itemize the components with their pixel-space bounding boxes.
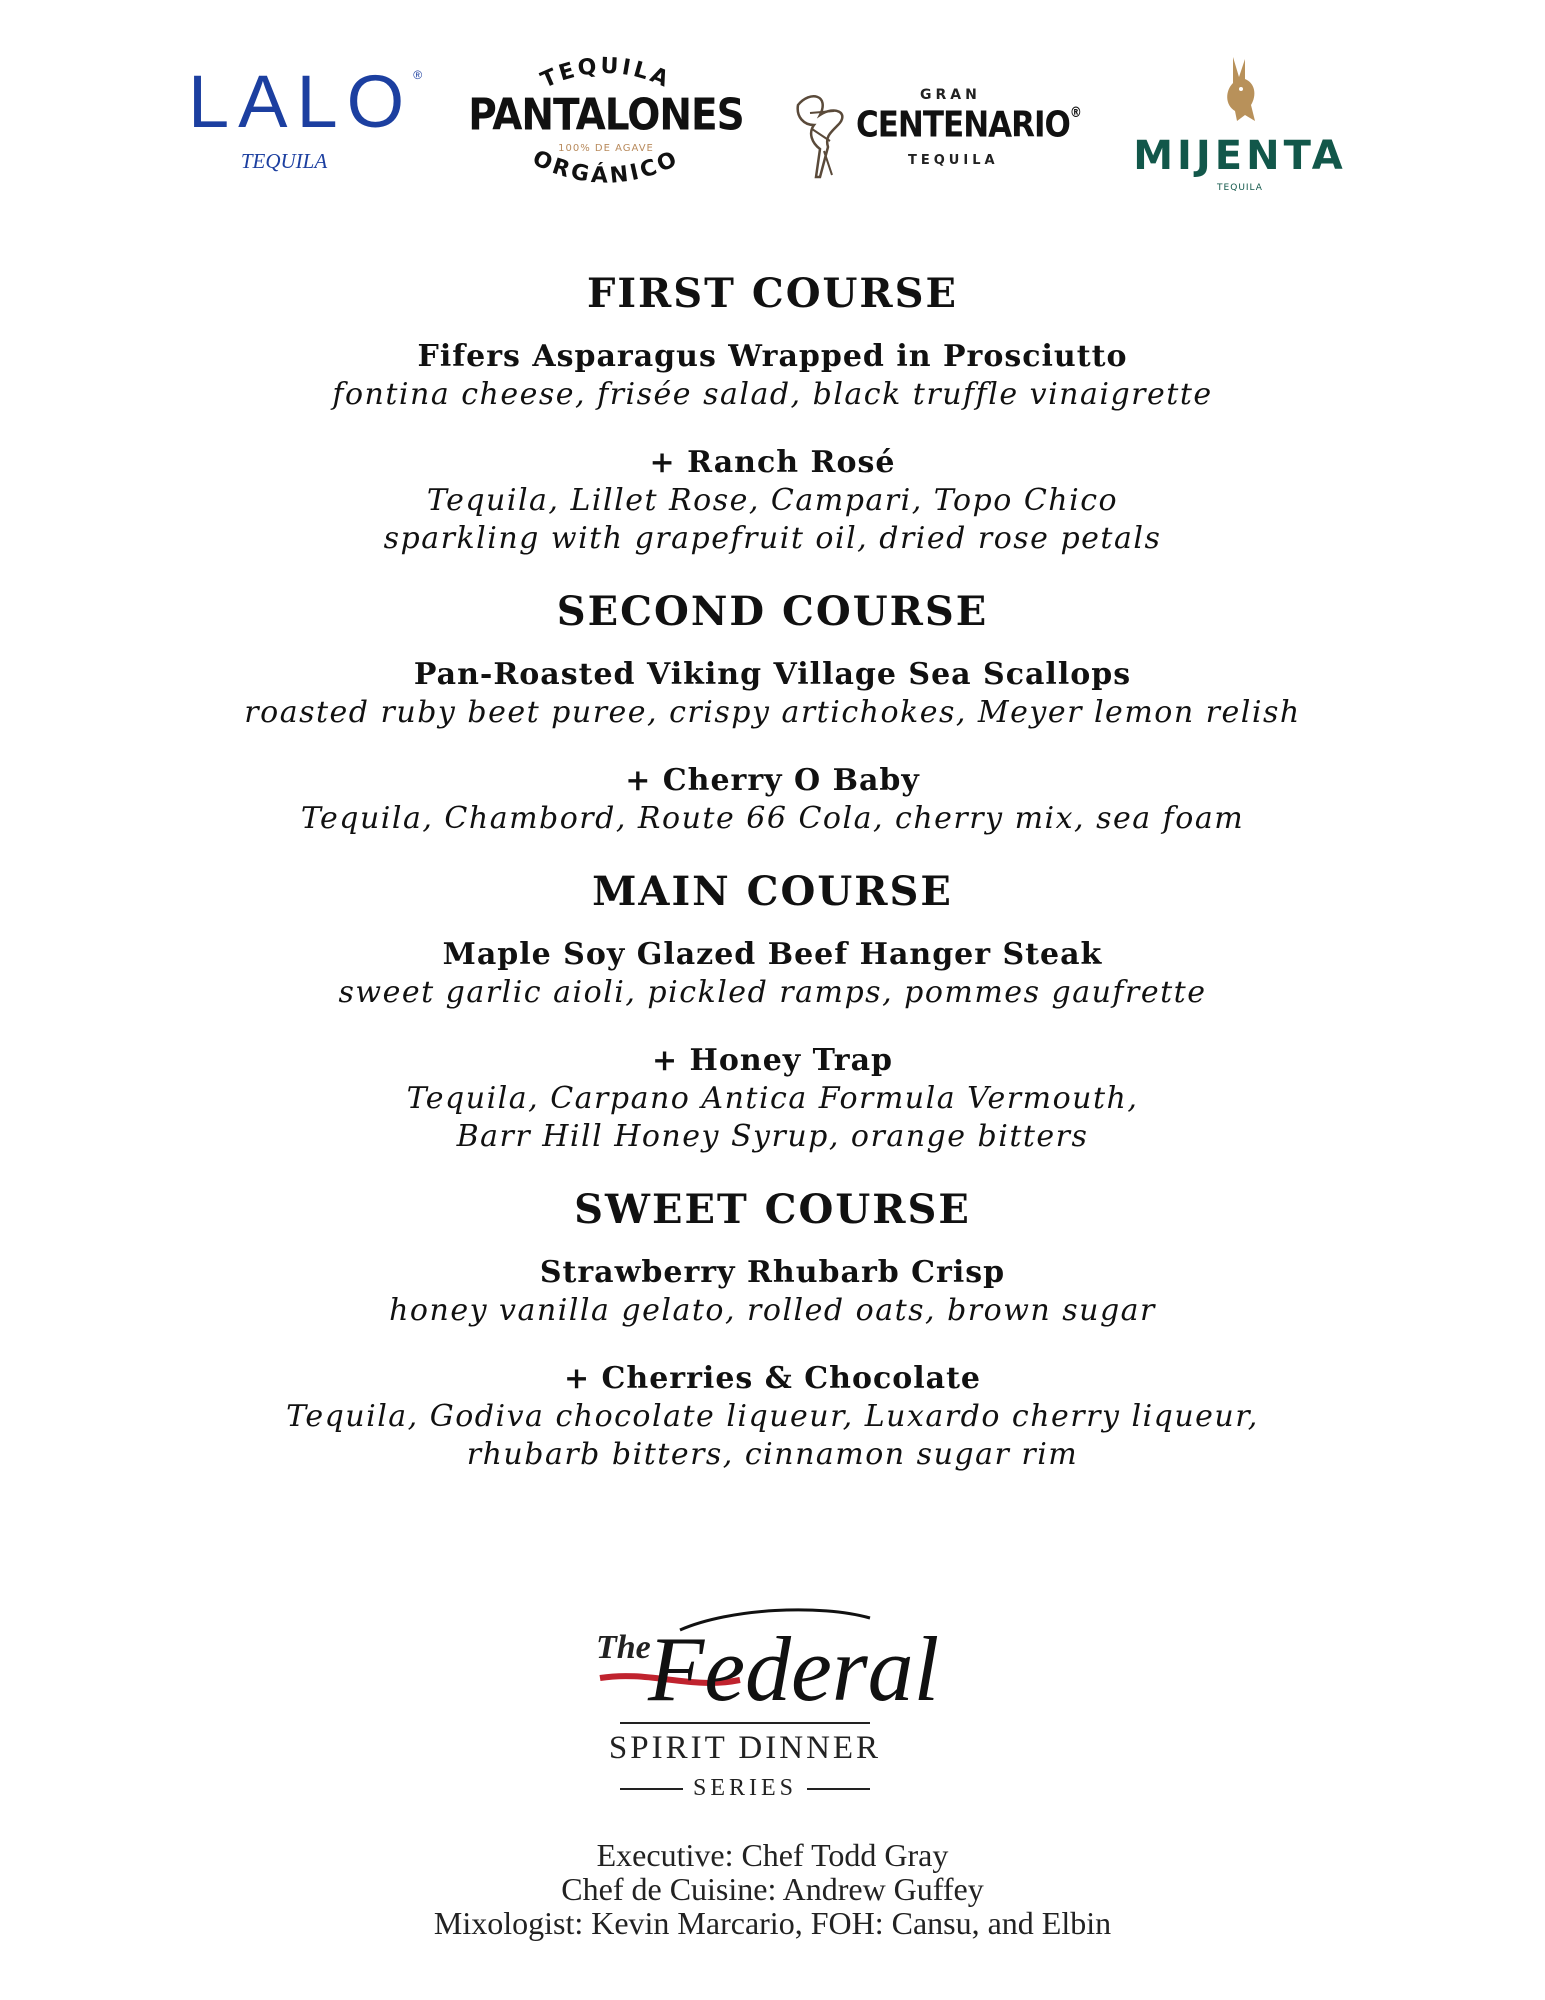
credit-line: Chef de Cuisine: Andrew Guffey bbox=[561, 1871, 984, 1907]
cocktail-description: Tequila, Godiva chocolate liqueur, Luxardo cherry liqueur, bbox=[286, 1399, 1259, 1434]
lalo-tequila-logo bbox=[180, 60, 430, 174]
divider bbox=[620, 1788, 683, 1790]
dish-name: Maple Soy Glazed Beef Hanger Steak bbox=[442, 937, 1103, 972]
course-second bbox=[0, 588, 1545, 838]
cocktail-description: Tequila, Chambord, Route 66 Cola, cherry mix, sea foam bbox=[300, 801, 1245, 836]
dish-name: Pan-Roasted Viking Village Sea Scallops bbox=[413, 657, 1132, 692]
svg-text:TEQUILA bbox=[537, 55, 674, 93]
staff-credits bbox=[0, 1838, 1545, 1940]
the-federal-logo bbox=[590, 1600, 960, 1800]
federal-script-wordmark bbox=[590, 1600, 960, 1725]
federal-series-row bbox=[620, 1775, 870, 1802]
dish-name: Fifers Asparagus Wrapped in Prosciutto bbox=[417, 339, 1128, 374]
cocktail-description: Barr Hill Honey Syrup, orange bitters bbox=[456, 1119, 1089, 1154]
tasting-menu bbox=[0, 270, 1545, 1474]
mijenta-subtitle: TEQUILA bbox=[1217, 183, 1263, 193]
mijenta-wordmark: MIJENTA bbox=[1133, 133, 1347, 179]
centenario-gran-text: GRAN bbox=[920, 87, 981, 103]
gran-centenario-logo bbox=[790, 65, 1080, 195]
credit-line: Executive: Chef Todd Gray bbox=[596, 1837, 949, 1873]
course-sweet bbox=[0, 1186, 1545, 1474]
cocktail-name: + Cherries & Chocolate bbox=[563, 1361, 982, 1396]
course-first bbox=[0, 270, 1545, 558]
pantalones-agave-text: 100% DE AGAVE bbox=[558, 143, 654, 154]
centenario-registered-mark: ® bbox=[1069, 104, 1081, 121]
cocktail-description: rhubarb bitters, cinnamon sugar rim bbox=[466, 1437, 1079, 1472]
pantalones-tequila-logo bbox=[466, 55, 746, 195]
federal-name-text: Federal bbox=[648, 1618, 940, 1720]
centenario-wordmark: CENTENARIO bbox=[856, 104, 1070, 146]
course-main bbox=[0, 868, 1545, 1156]
mijenta-tequila-logo bbox=[1120, 55, 1360, 205]
dish-name: Strawberry Rhubarb Crisp bbox=[539, 1255, 1006, 1290]
federal-series-text: SERIES bbox=[693, 1775, 798, 1801]
sponsor-logos bbox=[0, 55, 1545, 215]
course-title: SWEET COURSE bbox=[574, 1186, 971, 1233]
cocktail-name: + Cherry O Baby bbox=[625, 763, 920, 798]
divider bbox=[807, 1788, 870, 1790]
course-title: MAIN COURSE bbox=[592, 868, 953, 915]
lalo-registered-mark: ® bbox=[413, 68, 423, 82]
cocktail-name: + Honey Trap bbox=[651, 1043, 894, 1078]
rabbit-icon bbox=[1215, 55, 1265, 127]
cocktail-description: Tequila, Carpano Antica Formula Vermouth, bbox=[406, 1081, 1139, 1116]
credit-line: Mixologist: Kevin Marcario, FOH: Cansu, and Elbin bbox=[433, 1905, 1112, 1941]
federal-spirit-dinner-text: SPIRIT DINNER bbox=[608, 1730, 882, 1766]
lalo-wordmark: LALO bbox=[187, 60, 414, 143]
angel-icon bbox=[790, 85, 856, 185]
dish-description: fontina cheese, frisée salad, black truffle vinaigrette bbox=[332, 377, 1213, 412]
course-title: FIRST COURSE bbox=[586, 270, 959, 317]
cocktail-name: + Ranch Rosé bbox=[649, 445, 896, 480]
federal-the-text: The bbox=[596, 1629, 651, 1666]
dish-description: roasted ruby beet puree, crispy artichokes, Meyer lemon relish bbox=[244, 695, 1301, 730]
dish-description: sweet garlic aioli, pickled ramps, pommes gaufrette bbox=[338, 975, 1207, 1010]
cocktail-description: Tequila, Lillet Rose, Campari, Topo Chico bbox=[426, 483, 1119, 518]
divider bbox=[620, 1722, 870, 1724]
dish-description: honey vanilla gelato, rolled oats, brown sugar bbox=[389, 1293, 1156, 1328]
lalo-subtitle: TEQUILA bbox=[240, 149, 328, 173]
pantalones-top-text: TEQUILA bbox=[537, 55, 675, 94]
cocktail-description: sparkling with grapefruit oil, dried rose petals bbox=[383, 521, 1162, 556]
centenario-subtitle: TEQUILA bbox=[908, 153, 999, 168]
pantalones-bottom-text: ORGÁNICO bbox=[528, 145, 684, 189]
pantalones-wordmark: PANTALONES bbox=[468, 90, 744, 141]
course-title: SECOND COURSE bbox=[556, 588, 989, 635]
